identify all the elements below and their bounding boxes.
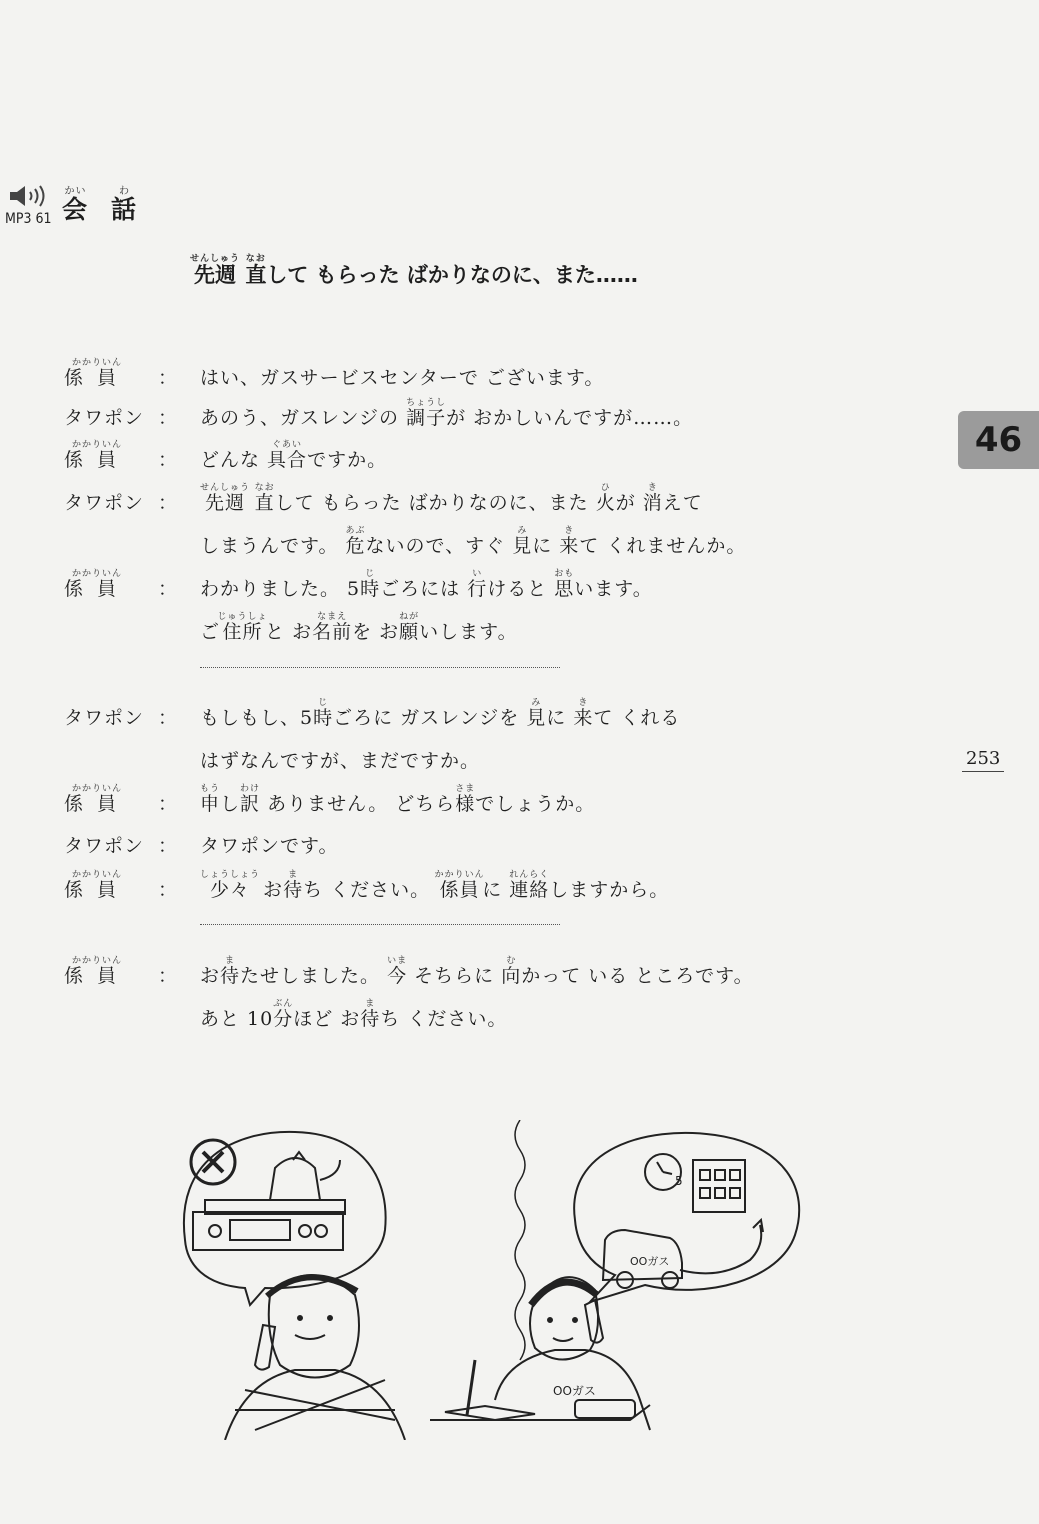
- audio-track-label: MP3 61: [5, 211, 52, 227]
- clock-number: 5: [675, 1174, 683, 1188]
- chapter-tab: 46: [958, 411, 1039, 469]
- dialogue-ruby-word: 訳わけ: [240, 784, 261, 815]
- dialogue-ruby-word: 危あぶ: [345, 526, 366, 557]
- dialogue-text: 申もうし訳わけ ありません。 どちら様さまでしょうか。: [200, 784, 596, 815]
- dialogue-ruby-word: 住所じゅうしょ: [217, 612, 268, 643]
- section-title-ruby-word: 話わ: [111, 186, 139, 224]
- dialogue-text: お待またせしました。 今いま そちらに 向むかって いる ところです。: [200, 956, 754, 987]
- speaker-colon: ：: [158, 367, 178, 389]
- phone-call-illustration: [175, 1120, 815, 1440]
- dialogue-text: タワポンです。: [200, 835, 339, 857]
- dialogue-text: はい、ガスサービスセンターで ございます。: [200, 367, 605, 389]
- speaker-ruby-word: 係員かかりいん: [64, 358, 131, 389]
- dialogue-ruby-word: 連絡れんらく: [509, 870, 550, 901]
- dialogue-text: もしもし、5時じごろに ガスレンジを 見みに 来きて くれる: [200, 698, 681, 729]
- speaker-name: [64, 870, 130, 902]
- section-title-ruby-word: 会かい: [62, 186, 90, 224]
- dialogue-ruby-word: 先週せんしゅう: [200, 483, 251, 514]
- dialogue-ruby-word: 見み: [512, 526, 533, 557]
- speaker-ruby-word: 係員かかりいん: [64, 784, 131, 815]
- van-on-the-way-bubble: [574, 1133, 799, 1302]
- section-separator: [200, 667, 560, 668]
- dialogue-ruby-word: 見み: [526, 698, 547, 729]
- dialogue-ruby-word: 時じ: [313, 698, 334, 729]
- dialogue-ruby-word: 係員かかりいん: [434, 870, 485, 901]
- dialogue-text: あのう、ガスレンジの 調子ちょうしが おかしいんですが……。: [200, 398, 694, 429]
- speaker-colon: ：: [158, 707, 178, 729]
- dialogue-ruby-word: 待ま: [283, 870, 304, 901]
- dialogue-title: 先週せんしゅう 直なおして もらった ばかりなのに、また……: [190, 254, 638, 287]
- dialogue-text: しまうんです。 危あぶないので、すぐ 見みに 来きて くれませんか。: [200, 526, 747, 557]
- dialogue-ruby-word: 消き: [642, 483, 663, 514]
- speaker-colon: ：: [158, 578, 178, 600]
- dialogue-title-ruby-word: 先週せんしゅう: [190, 254, 241, 287]
- speaker-name: [64, 358, 130, 390]
- dialogue-text: あと 10分ぶんほど お待まち ください。: [200, 999, 508, 1030]
- speaker-audio-icon: [8, 184, 60, 208]
- speaker-colon: ：: [158, 835, 178, 857]
- speaker-colon: ：: [158, 879, 178, 901]
- dialogue-ruby-word: 調子ちょうし: [406, 398, 447, 429]
- dialogue-text: 少々しょうしょう お待まち ください。 係員かかりいんに 連絡れんらくしますから。: [200, 870, 670, 901]
- dialogue-text: 先週せんしゅう 直なおして もらった ばかりなのに、また 火ひが 消きえて: [200, 483, 703, 514]
- dialogue-ruby-word: 今いま: [387, 956, 408, 987]
- dialogue-ruby-word: 名前なまえ: [312, 612, 353, 643]
- dialogue-ruby-word: 待ま: [220, 956, 241, 987]
- dialogue-text: わかりました。 5時じごろには 行いけると 思おもいます。: [200, 569, 653, 600]
- speaker-ruby-word: 係員かかりいん: [64, 956, 131, 987]
- dialogue-ruby-word: 待ま: [360, 999, 381, 1030]
- man-on-phone: [225, 1275, 405, 1440]
- speaker-ruby-word: 係員かかりいん: [64, 569, 131, 600]
- speaker-name: [64, 956, 130, 988]
- speaker-colon: ：: [158, 965, 178, 987]
- speaker-colon: ：: [158, 492, 178, 514]
- dialogue-ruby-word: 少々しょうしょう: [200, 870, 261, 901]
- speaker-ruby-word: 係員かかりいん: [64, 440, 131, 471]
- gas-clerk-on-phone: [430, 1277, 650, 1430]
- section-title: [62, 186, 138, 226]
- dialogue-ruby-word: 時じ: [360, 569, 381, 600]
- section-separator: [200, 924, 560, 925]
- dialogue-ruby-word: 具合ぐあい: [267, 440, 308, 471]
- speaker-colon: ：: [158, 407, 178, 429]
- dialogue-ruby-word: 火ひ: [595, 483, 616, 514]
- speaker-ruby-word: 係員かかりいん: [64, 870, 131, 901]
- speaker-colon: ：: [158, 793, 178, 815]
- dialogue-ruby-word: 向む: [501, 956, 522, 987]
- uniform-label: OOガス: [553, 1384, 596, 1398]
- dialogue-ruby-word: 行い: [467, 569, 488, 600]
- dialogue-ruby-word: 来き: [559, 526, 580, 557]
- speaker-colon: ：: [158, 449, 178, 471]
- speaker-name: タワポン: [64, 407, 145, 429]
- dialogue-ruby-word: 思おも: [554, 569, 575, 600]
- dialogue-ruby-word: 申もう: [200, 784, 221, 815]
- speaker-name: タワポン: [64, 492, 145, 514]
- dialogue-ruby-word: 直なお: [254, 483, 275, 514]
- dialogue-ruby-word: 来き: [573, 698, 594, 729]
- speaker-name: [64, 440, 130, 472]
- speaker-name: タワポン: [64, 835, 145, 857]
- dialogue-ruby-word: 様さま: [455, 784, 476, 815]
- dialogue-title-ruby-word: 直なお: [245, 254, 267, 287]
- speaker-name: [64, 569, 130, 601]
- dialogue-text: どんな 具合ぐあいですか。: [200, 440, 388, 471]
- speaker-name: [64, 784, 130, 816]
- dialogue-text: ご住所じゅうしょと お名前なまえを お願ねがいします。: [200, 612, 518, 643]
- van-label: OOガス: [630, 1255, 670, 1268]
- broken-stove-bubble: [184, 1132, 386, 1305]
- speaker-name: タワポン: [64, 707, 145, 729]
- dialogue-ruby-word: 願ねが: [399, 612, 420, 643]
- dialogue-text: はずなんですが、まだですか。: [200, 750, 481, 772]
- dialogue-ruby-word: 分ぶん: [273, 999, 294, 1030]
- page-number: 253: [962, 748, 1004, 772]
